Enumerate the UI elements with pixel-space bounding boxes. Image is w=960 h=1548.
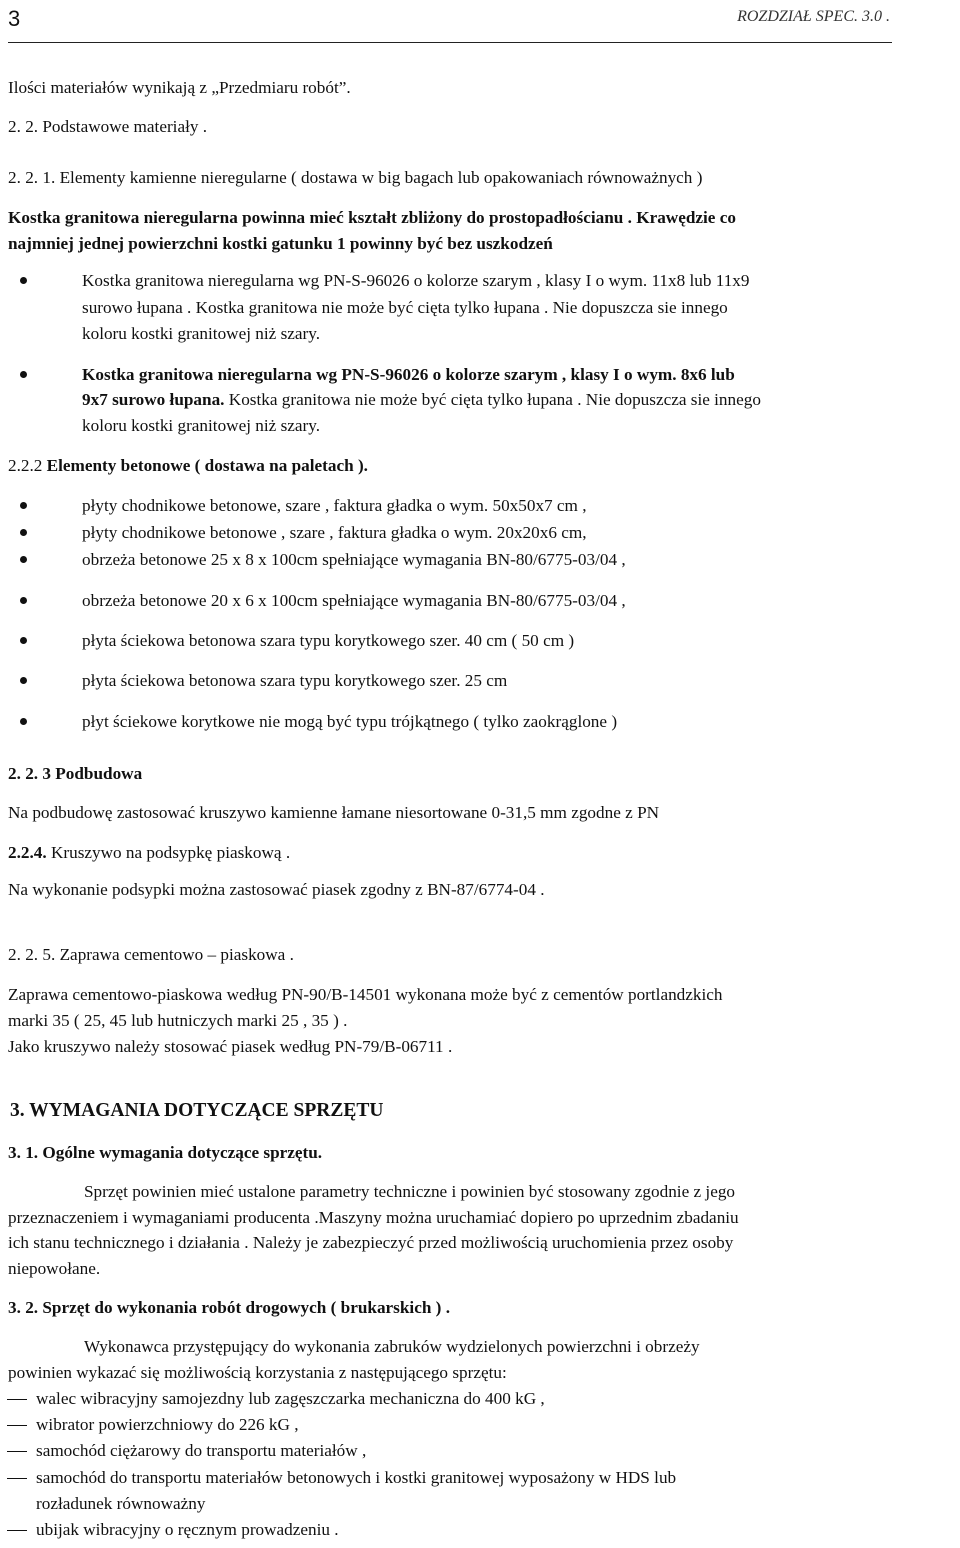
equipment-item-1: walec wibracyjny samojezdny lub zagęszczarka mechaniczna do 400 kG , xyxy=(36,1389,545,1408)
equipment-item-4-line-2: rozładunek równoważny xyxy=(36,1494,206,1513)
granite-bullet-2-bold: 9x7 surowo łupana. xyxy=(82,390,225,409)
granite-bullet-1-line-2: surowo łupana . Kostka granitowa nie może być cięta tylko łupana . Nie dopuszcza sie innego xyxy=(82,298,728,317)
sand-bedding-text: Na wykonanie podsypki można zastosować piasek zgodny z BN-87/6774-04 . xyxy=(8,880,545,899)
bullet-icon xyxy=(20,637,27,644)
equipment-item-2: wibrator powierzchniowy do 226 kG , xyxy=(36,1415,299,1434)
section-2-2-4-title: Kruszywo na podsypkę piaskową . xyxy=(46,843,291,862)
bullet-icon xyxy=(20,597,27,604)
equipment-item-5: ubijak wibracyjny o ręcznym prowadzeniu . xyxy=(36,1520,339,1539)
dash-icon xyxy=(7,1478,27,1479)
granite-paragraph-line-2: najmniej jednej powierzchni kostki gatunku 1 powinny być bez uszkodzeń xyxy=(8,234,553,253)
bullet-icon xyxy=(20,371,27,378)
page-number: 3 xyxy=(8,6,21,31)
equipment-item-4-line-1: samochód do transportu materiałów betonowych i kostki granitowej wyposażony w HDS lub xyxy=(36,1468,677,1487)
mortar-text-line-3: Jako kruszywo należy stosować piasek według PN-79/B-06711 . xyxy=(8,1037,453,1056)
mortar-text-line-1: Zaprawa cementowo-piaskowa według PN-90/B-14501 wykonana może być z cementów portlandzkich xyxy=(8,985,723,1004)
concrete-item-5: płyta ściekowa betonowa szara typu korytkowego szer. 40 cm ( 50 cm ) xyxy=(82,631,575,650)
equipment-paragraph-line-1: Sprzęt powinien mieć ustalone parametry techniczne i powinien być stosowany zgodnie z jego xyxy=(84,1182,736,1201)
granite-bullet-1-line-3: koloru kostki granitowej niż szary. xyxy=(82,324,321,343)
concrete-item-3: obrzeża betonowe 25 x 8 x 100cm spełniające wymagania BN-80/6775-03/04 , xyxy=(82,550,626,569)
section-2-2-4-number: 2.2.4. xyxy=(8,843,47,862)
granite-paragraph-line-1: Kostka granitowa nieregularna powinna mieć kształt zbliżony do prostopadłościanu . Krawędzie co xyxy=(8,208,736,227)
bullet-icon xyxy=(20,502,27,509)
subbase-text: Na podbudowę zastosować kruszywo kamienne łamane niesortowane 0-31,5 mm zgodne z PN xyxy=(8,803,660,822)
section-2-2-3-heading: 2. 2. 3 Podbudowa xyxy=(8,764,143,783)
bullet-icon xyxy=(20,277,27,284)
contractor-paragraph-line-2: powinien wykazać się możliwością korzystania z następującego sprzętu: xyxy=(8,1363,507,1382)
granite-bullet-2-line-3: koloru kostki granitowej niż szary. xyxy=(82,416,321,435)
bullet-icon xyxy=(20,677,27,684)
bullet-icon xyxy=(20,529,27,536)
concrete-item-4: obrzeża betonowe 20 x 6 x 100cm spełniające wymagania BN-80/6775-03/04 , xyxy=(82,591,626,610)
equipment-paragraph-line-2: przeznaczeniem i wymaganiami producenta .Maszyny można uruchamiać dopiero po uprzednim zbadaniu xyxy=(8,1208,739,1227)
section-2-2-2-heading xyxy=(8,455,368,476)
bullet-icon xyxy=(20,556,27,563)
equipment-paragraph-line-3: ich stanu technicznego i działania . Należy je zabezpieczyć przed możliwością uruchomienia przez osoby xyxy=(8,1233,734,1252)
granite-bullet-1-line-1: Kostka granitowa nieregularna wg PN-S-96026 o kolorze szarym , klasy I o wym. 11x8 lub 11x9 xyxy=(82,271,750,290)
section-2-2-1-heading: 2. 2. 1. Elementy kamienne nieregularne ( dostawa w big bagach lub opakowaniach równoważnych ) xyxy=(8,168,703,187)
granite-bullet-2-line-2 xyxy=(82,389,761,410)
contractor-paragraph-line-1: Wykonawca przystępujący do wykonania zabruków wydzielonych powierzchni i obrzeży xyxy=(84,1337,700,1356)
concrete-item-2: płyty chodnikowe betonowe , szare , faktura gładka o wym. 20x20x6 cm, xyxy=(82,523,587,542)
header-rule xyxy=(8,42,892,43)
section-2-2-2-number: 2.2.2 xyxy=(8,456,43,475)
dash-icon xyxy=(7,1425,27,1426)
concrete-item-1: płyty chodnikowe betonowe, szare , faktura gładka o wym. 50x50x7 cm , xyxy=(82,496,587,515)
bullet-icon xyxy=(20,718,27,725)
concrete-item-7: płyt ściekowe korytkowe nie mogą być typu trójkątnego ( tylko zaokrąglone ) xyxy=(82,712,618,731)
section-3-1-heading: 3. 1. Ogólne wymagania dotyczące sprzętu. xyxy=(8,1143,323,1162)
mortar-text-line-2: marki 35 ( 25, 45 lub hutniczych marki 25 , 35 ) . xyxy=(8,1011,348,1030)
dash-icon xyxy=(7,1451,27,1452)
equipment-paragraph-line-4: niepowołane. xyxy=(8,1259,101,1278)
section-2-2-4-heading xyxy=(8,842,290,863)
section-2-2-2-title: Elementy betonowe ( dostawa na paletach ). xyxy=(42,456,368,475)
dash-icon xyxy=(7,1399,27,1400)
section-2-2-heading: 2. 2. Podstawowe materiały . xyxy=(8,117,208,136)
granite-bullet-2-rest: Kostka granitowa nie może być cięta tylko łupana . Nie dopuszcza sie innego xyxy=(224,390,761,409)
section-3-2-heading: 3. 2. Sprzęt do wykonania robót drogowych ( brukarskich ) . xyxy=(8,1298,450,1317)
chapter-3-heading: 3. WYMAGANIA DOTYCZĄCE SPRZĘTU xyxy=(10,1100,384,1121)
dash-icon xyxy=(7,1530,27,1531)
section-2-2-5-heading: 2. 2. 5. Zaprawa cementowo – piaskowa . xyxy=(8,945,294,964)
granite-bullet-2-line-1: Kostka granitowa nieregularna wg PN-S-96026 o kolorze szarym , klasy I o wym. 8x6 lub xyxy=(82,365,735,384)
equipment-item-3: samochód ciężarowy do transportu materiałów , xyxy=(36,1441,367,1460)
materials-note: Ilości materiałów wynikają z „Przedmiaru robót”. xyxy=(8,78,351,97)
concrete-item-6: płyta ściekowa betonowa szara typu korytkowego szer. 25 cm xyxy=(82,671,508,690)
section-header: ROZDZIAŁ SPEC. 3.0 . xyxy=(737,8,890,25)
